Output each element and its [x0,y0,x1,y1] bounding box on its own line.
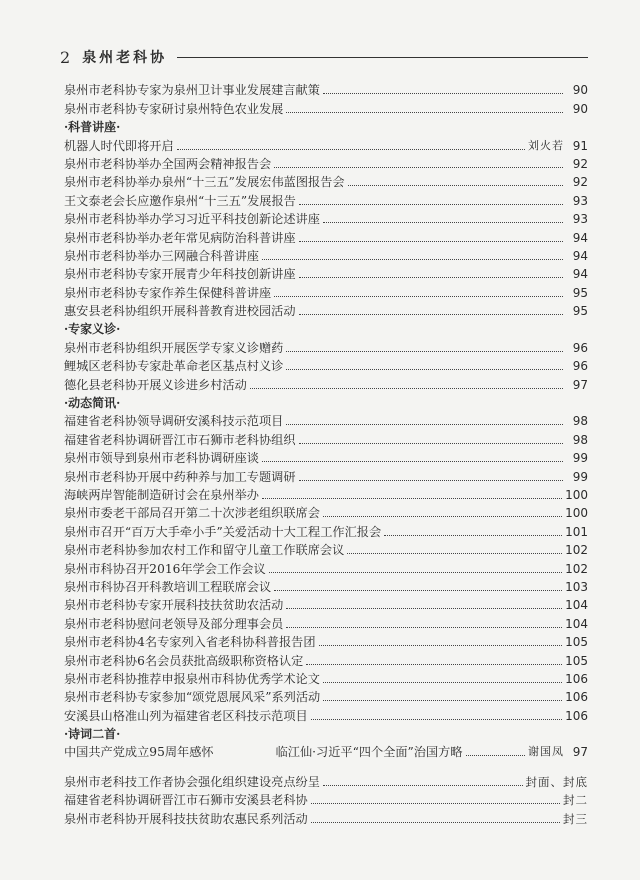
toc-entry[interactable] [64,486,588,504]
running-header [60,46,588,68]
toc-entry[interactable] [64,265,588,283]
entry-page-number: 106 [565,708,588,723]
toc-entry[interactable] [64,467,588,485]
entry-page-number: 封二 [563,793,588,808]
entry-page-number: 102 [565,543,588,558]
leader-dots [286,369,563,370]
toc-entry[interactable] [64,247,588,265]
entry-page-number: 91 [572,138,588,153]
toc-entry[interactable] [64,743,588,761]
entry-title: 泉州市老科协举办三网融合科普讲座 [64,248,259,263]
leader-dots [262,259,563,260]
entry-title: 泉州市老科协举办老年常见病防治科普讲座 [64,230,296,245]
leader-dots [299,443,563,444]
entry-title: 泉州市老科协专家为泉州卫计事业发展建言献策 [64,83,320,98]
toc-entry[interactable] [64,99,588,117]
entry-title-second: 临江仙·习近平“四个全面”治国方略 [275,745,463,760]
entry-title: 泉州市领导到泉州市老科协调研座谈 [64,451,259,466]
entry-page-number: 98 [572,414,588,429]
entry-title: 王文泰老会长应邀作泉州“十三五”发展报告 [64,193,296,208]
entry-page-number: 97 [572,377,588,392]
entry-page-number: 103 [565,579,588,594]
entry-page-number: 101 [565,524,588,539]
leader-dots [323,516,562,517]
entry-title: 泉州市老科协推荐申报泉州市科协优秀学术论文 [64,671,320,686]
entry-title: 泉州市科协召开科教培训工程联席会议 [64,579,272,594]
entry-title: 泉州市召开“百万大手牵小手”关爱活动十大工程工作汇报会 [64,524,382,539]
entry-title: 福建省老科协调研晋江市石狮市安溪县老科协 [64,793,308,808]
toc-entry[interactable] [64,210,588,228]
entry-page-number: 92 [572,175,588,190]
toc-entry[interactable] [64,578,588,596]
entry-page-number: 96 [572,340,588,355]
entry-page-number: 92 [572,156,588,171]
entry-page-number: 94 [572,230,588,245]
toc-section-heading [64,394,588,412]
entry-title: 泉州市老科协专家开展科技扶贫助农活动 [64,598,284,613]
toc-entry[interactable] [64,706,588,724]
entry-page-number: 106 [565,690,588,705]
toc-entry[interactable] [64,412,588,430]
leader-dots [311,803,560,804]
toc-entry[interactable] [64,375,588,393]
toc-entry[interactable] [64,430,588,448]
entry-page-number: 102 [565,561,588,576]
toc-section-heading [64,725,588,743]
entry-page-number: 100 [565,506,588,521]
toc-entry[interactable] [64,228,588,246]
leader-dots [311,822,560,823]
entry-page-number: 96 [572,359,588,374]
toc-entry[interactable] [64,651,588,669]
leader-dots [286,608,562,609]
entry-page-number: 104 [565,616,588,631]
leader-dots [286,424,563,425]
toc-entry[interactable] [64,302,588,320]
entry-page-number: 90 [572,101,588,116]
leader-dots [274,296,563,297]
leader-dots [323,222,563,223]
section-title: ·专家义诊· [64,322,121,337]
leader-dots [323,700,562,701]
leader-dots [323,682,562,683]
entry-title: 安溪县山格准山列为福建省老区科技示范项目 [64,708,308,723]
toc-entry[interactable] [64,596,588,614]
entry-title: 泉州市老科协4名专家列入省老科协科普报告团 [64,635,316,650]
entry-title: 德化县老科协开展义诊进乡村活动 [64,377,247,392]
entry-title: 泉州市老科协参加农村工作和留守儿童工作联席会议 [64,543,345,558]
leader-dots [286,351,563,352]
entry-title: 机器人时代即将开启 [64,138,174,153]
toc-entry[interactable] [64,541,588,559]
section-title: ·诗词二首· [64,727,121,742]
leader-dots [274,167,563,168]
toc-entry[interactable] [64,670,588,688]
leader-dots [348,185,563,186]
entry-author: 刘火若 [528,138,564,152]
entry-page-number: 93 [572,193,588,208]
section-title: ·科普讲座· [64,120,121,135]
toc-entry[interactable] [64,633,588,651]
toc-entry[interactable] [64,155,588,173]
toc-entry[interactable] [64,772,588,790]
entry-page-number: 93 [572,212,588,227]
entry-title: 泉州市老科协开展科技扶贫助农惠民系列活动 [64,811,308,826]
toc-entry[interactable] [64,504,588,522]
leader-dots [319,645,563,646]
leader-dots [299,314,563,315]
section-title: ·动态简讯· [64,396,121,411]
entry-page-number: 97 [572,745,588,760]
leader-dots [311,719,562,720]
entry-title: 泉州市老科协组织开展医学专家义诊赠药 [64,340,284,355]
toc-entry[interactable] [64,191,588,209]
leader-dots [286,627,562,628]
leader-dots [384,535,562,536]
leader-dots [299,204,563,205]
entry-title: 泉州市老科技工作者协会强化组织建设亮点纷呈 [64,774,320,789]
entry-title: 福建省老科协领导调研安溪科技示范项目 [64,414,284,429]
entry-page-number: 95 [572,285,588,300]
leader-dots [274,590,562,591]
entry-title: 泉州市老科协专家参加“颂党恩展风采”系列活动 [64,690,321,705]
leader-dots [250,388,563,389]
entry-page-number: 封三 [563,811,588,826]
entry-title: 泉州市老科协慰问老领导及部分理事会员 [64,616,284,631]
leader-dots [299,277,563,278]
entry-page-number: 99 [572,469,588,484]
toc-entry[interactable] [64,338,588,356]
leader-dots [262,461,563,462]
leader-dots [299,241,563,242]
leader-dots [323,785,523,786]
toc-entry[interactable] [64,357,588,375]
toc-entry[interactable] [64,809,588,827]
leader-dots [286,112,563,113]
entry-title: 泉州市科协召开2016年学会工作会议 [64,561,266,576]
toc-entry[interactable] [64,283,588,301]
entry-title: 泉州市委老干部局召开第二十次涉老组织联席会 [64,506,320,521]
entry-title: 泉州市老科协专家开展青少年科技创新讲座 [64,267,296,282]
leader-dots [306,664,562,665]
entry-title: 泉州市老科协6名会员获批高级职称资格认定 [64,653,304,668]
entry-title: 泉州市老科协专家研讨泉州特色农业发展 [64,101,284,116]
entry-title: 福建省老科协调研晋江市石狮市老科协组织 [64,432,296,447]
toc-entry[interactable] [64,136,588,154]
entry-page-number: 104 [565,598,588,613]
entry-page-number: 95 [572,304,588,319]
entry-page-number: 94 [572,248,588,263]
entry-title: 鲤城区老科协专家赴革命老区基点村义诊 [64,359,284,374]
toc-entry[interactable] [64,449,588,467]
header-rule [177,57,588,58]
leader-dots [347,553,562,554]
toc-entry[interactable] [64,173,588,191]
table-of-contents [64,81,588,828]
leader-dots [177,149,525,150]
entry-page-number: 98 [572,432,588,447]
entry-title: 泉州市老科协举办全国两会精神报告会 [64,156,272,171]
entry-author: 谢国凤 [528,745,564,759]
entry-title: 泉州市老科协举办泉州“十三五”发展宏伟蓝图报告会 [64,175,345,190]
toc-entry[interactable] [64,688,588,706]
journal-title: 泉州老科协 [82,50,168,66]
entry-page-number: 105 [565,635,588,650]
entry-page-number: 100 [565,487,588,502]
entry-title: 中国共产党成立95周年感怀 [64,745,214,760]
leader-dots [299,480,563,481]
leader-dots [466,755,525,756]
toc-entry[interactable] [64,522,588,540]
toc-entry[interactable] [64,559,588,577]
toc-section-heading [64,118,588,136]
toc-entry[interactable] [64,791,588,809]
entry-page-number: 106 [565,671,588,686]
leader-dots [269,572,562,573]
toc-entry[interactable] [64,614,588,632]
toc-entry[interactable] [64,81,588,99]
entry-page-number: 94 [572,267,588,282]
toc-section-heading [64,320,588,338]
section-gap [64,761,588,772]
entry-page-number: 90 [572,83,588,98]
page-number: 2 [60,47,71,67]
entry-title: 泉州市老科协开展中药种养与加工专题调研 [64,469,296,484]
entry-title: 泉州市老科协专家作养生保健科普讲座 [64,285,272,300]
entry-title: 惠安县老科协组织开展科普教育进校园活动 [64,304,296,319]
entry-page-number: 封面、封底 [525,774,588,789]
entry-title: 海峡两岸智能制造研讨会在泉州举办 [64,487,259,502]
leader-dots [323,93,563,94]
entry-title: 泉州市老科协举办学习习近平科技创新论述讲座 [64,212,320,227]
entry-page-number: 99 [572,451,588,466]
entry-page-number: 105 [565,653,588,668]
leader-dots [262,498,562,499]
